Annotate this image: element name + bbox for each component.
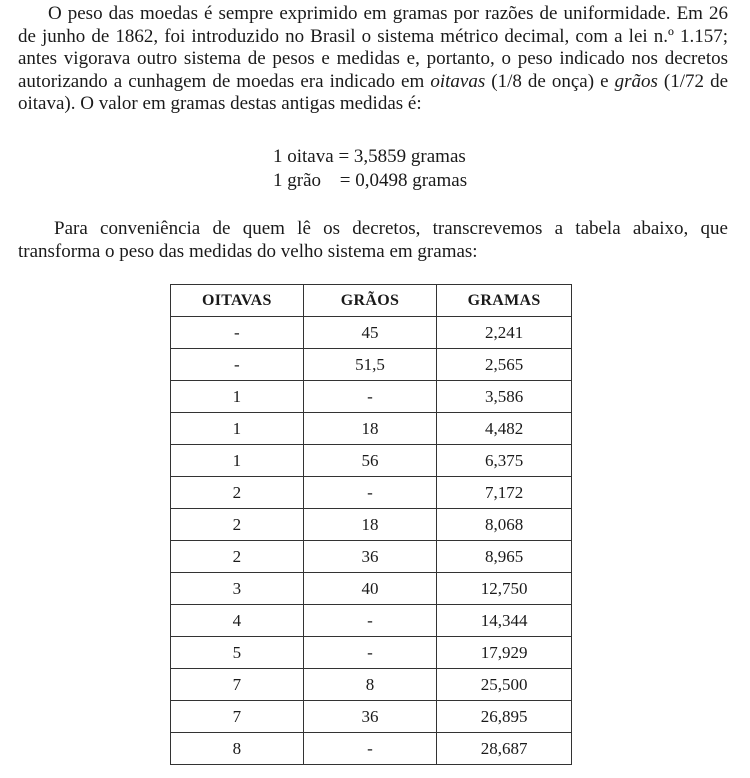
cell-graos: -: [303, 381, 437, 413]
term-graos: grãos: [614, 70, 658, 92]
cell-gramas: 26,895: [437, 701, 572, 733]
cell-gramas: 12,750: [437, 573, 572, 605]
equation-oitava-lhs: 1 oitava: [273, 146, 334, 167]
table-row: [171, 541, 572, 573]
equation-grao: [273, 170, 467, 192]
term-oitavas: oitavas: [430, 70, 486, 92]
cell-gramas: 2,565: [437, 349, 572, 381]
cell-oitavas: 1: [171, 381, 304, 413]
cell-gramas: 2,241: [437, 317, 572, 349]
table-row: [171, 509, 572, 541]
cell-gramas: 6,375: [437, 445, 572, 477]
cell-graos: -: [303, 605, 437, 637]
cell-graos: 51,5: [303, 349, 437, 381]
cell-oitavas: 2: [171, 509, 304, 541]
cell-graos: -: [303, 477, 437, 509]
cell-oitavas: 3: [171, 573, 304, 605]
header-graos: GRÃOS: [303, 285, 437, 317]
cell-oitavas: 1: [171, 413, 304, 445]
cell-oitavas: -: [171, 317, 304, 349]
cell-oitavas: 1: [171, 445, 304, 477]
cell-gramas: 14,344: [437, 605, 572, 637]
equation-oitava-rhs: = 3,5859 gramas: [338, 146, 466, 167]
cell-oitavas: 7: [171, 701, 304, 733]
cell-gramas: 7,172: [437, 477, 572, 509]
intro-text-part1: O peso das moedas é sempre exprimido em gramas por razões de uniformidade. Em 26 de junho de 1862, foi introduzido no Brasil o sistema métrico decimal, com a lei n.º 1.157; antes vigorava outro sistema de pesos e medidas e, portanto, o peso indicado nos decretos autorizando a cunhagem de moedas era indicado em: [18, 3, 728, 92]
equation-grao-lhs: 1 grão: [273, 170, 322, 191]
equation-oitava: [273, 146, 466, 168]
table-row: [171, 605, 572, 637]
table-row: [171, 381, 572, 413]
table-row: [171, 701, 572, 733]
table-row: [171, 477, 572, 509]
cell-graos: 56: [303, 445, 437, 477]
cell-gramas: 3,586: [437, 381, 572, 413]
cell-graos: 45: [303, 317, 437, 349]
cell-gramas: 25,500: [437, 669, 572, 701]
cell-oitavas: -: [171, 349, 304, 381]
cell-graos: 36: [303, 701, 437, 733]
cell-graos: -: [303, 733, 437, 765]
equation-grao-rhs: = 0,0498 gramas: [339, 170, 468, 191]
cell-oitavas: 7: [171, 669, 304, 701]
cell-graos: 18: [303, 413, 437, 445]
cell-gramas: 28,687: [437, 733, 572, 765]
cell-graos: 36: [303, 541, 437, 573]
intro-paragraph: [18, 3, 728, 116]
cell-graos: 40: [303, 573, 437, 605]
header-oitavas: OITAVAS: [171, 285, 304, 317]
table-row: [171, 733, 572, 765]
cell-oitavas: 8: [171, 733, 304, 765]
cell-graos: -: [303, 637, 437, 669]
cell-oitavas: 5: [171, 637, 304, 669]
cell-gramas: 4,482: [437, 413, 572, 445]
table-row: [171, 669, 572, 701]
table-row: [171, 573, 572, 605]
intro-text-part3: (1/72 de oitava). O valor em gramas destas antigas medidas é:: [18, 70, 729, 115]
cell-oitavas: 2: [171, 541, 304, 573]
table-row: [171, 349, 572, 381]
intro-text-part2: (1/8 de onça) e: [485, 70, 615, 92]
cell-gramas: 8,965: [437, 541, 572, 573]
cell-gramas: 8,068: [437, 509, 572, 541]
table-row: [171, 413, 572, 445]
cell-graos: 8: [303, 669, 437, 701]
table-intro-paragraph: Para conveniência de quem lê os decretos, transcrevemos a tabela abaixo, que transforma o peso das medidas do velho sistema em gramas:: [18, 218, 728, 262]
table-header-row: [171, 285, 572, 317]
cell-graos: 18: [303, 509, 437, 541]
cell-oitavas: 2: [171, 477, 304, 509]
table-row: [171, 637, 572, 669]
table-row: [171, 445, 572, 477]
header-gramas: GRAMAS: [437, 285, 572, 317]
cell-oitavas: 4: [171, 605, 304, 637]
conversion-table: [170, 284, 572, 765]
cell-gramas: 17,929: [437, 637, 572, 669]
table-row: [171, 317, 572, 349]
